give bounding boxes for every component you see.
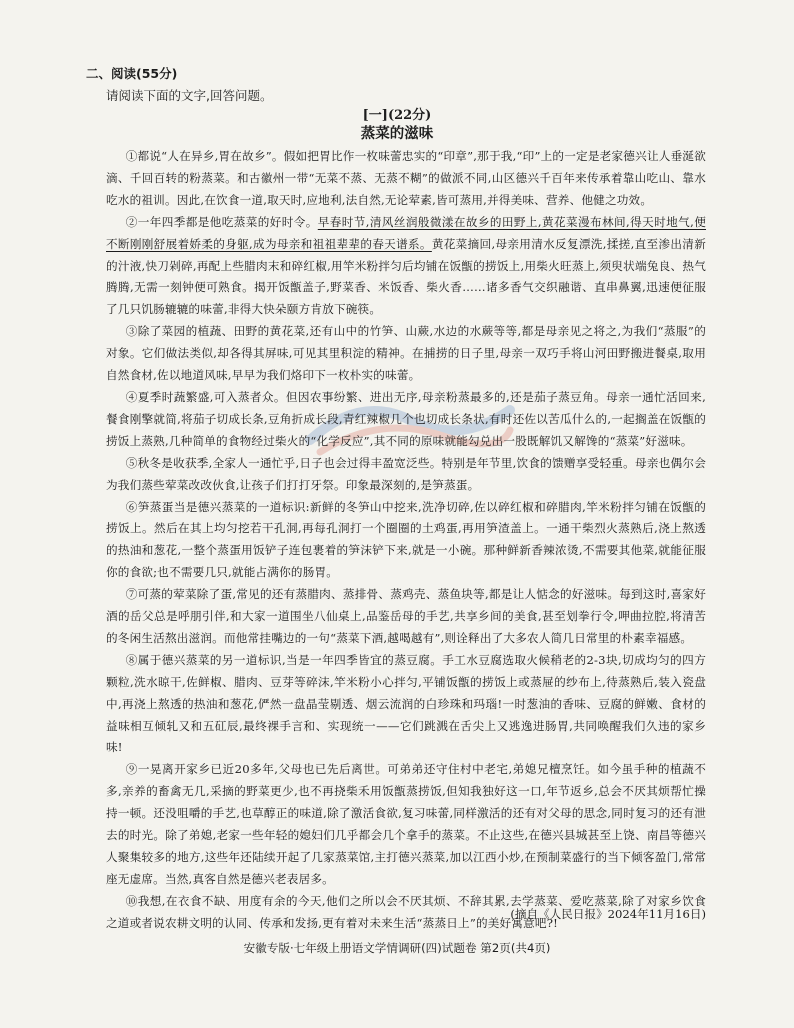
paragraph-4: ④夏季时蔬繁盛,可入蒸者众。但因农事纷繁、进出无序,母亲粉蒸最多的,还是茄子蒸豆角。母亲一通忙活回来,餐食刚擎就简,将茄子切成长条,豆角折成长段,青红辣椒几个也切成长条状,有时还佐以苦瓜什么的,一起搁盖在饭甑的捞饭上蒸熟,几种简单的食物经过柴火的“化学反应”,其不同的原味就能勾兑出一股既解饥又解馋的“蒸菜”好滋味。 (106, 389, 706, 448)
article-body (106, 146, 706, 935)
paragraph-3: ③除了菜园的植蔬、田野的黄花菜,还有山中的竹笋、山蕨,水边的水蕨等等,都是母亲见之将之,为我们“蒸服”的对象。它们做法类似,却各得其屏味,可见其里积淀的精神。在捕捞的日子里,母亲一双巧手将山河田野搬进餐桌,取用自然食材,佐以地道风味,早早为我们烙印下一枚朴实的味蕾。 (106, 324, 706, 383)
paragraph-2 (106, 212, 706, 322)
paragraph-2-lead: ②一年四季都是他吃蒸菜的好时令。 (125, 214, 318, 229)
paragraph-10: ⑩我想,在衣食不缺、用度有余的今天,他们之所以会不厌其烦、不辞其累,去学蒸菜、爱吃蒸菜,除了对家乡饮食之道或者说农耕文明的认同、传承和发扬,更有着对未来生活“蒸蒸日上”的美好寓意吧?! (106, 893, 706, 930)
instruction-text: 请阅读下面的文字,回答问题。 (106, 88, 273, 103)
section-heading: 二、阅读(55分) (86, 66, 178, 81)
paragraph-2-rest: 黄花菜摘回,母亲用清水反复漂洗,揉搓,直至渗出清新的汁液,快刀剁碎,再配上些腊肉末和碎红椒,用竿米粉拌匀后均铺在饭甑的捞饭上,用柴火旺蒸上,须臾状端兔良、热气腾腾,无需一刻钟便可熟食。揭开饭甑盖子,野菜香、米饭香、柴火香……诸多香气交织融谐、直串鼻翼,迅速便征服了几只饥肠辘辘的味蕾,非得大快朵颐方肯放下碗筷。 (106, 236, 706, 317)
part-heading: [一](22分) (362, 108, 432, 123)
paragraph-7: ⑦可蒸的荤菜除了蛋,常见的还有蒸腊肉、蒸排骨、蒸鸡壳、蒸鱼块等,都是让人惦念的好滋味。每到这时,喜家好酒的岳父总是呼朋引伴,和大家一道围坐八仙桌上,品鉴岳母的手艺,共享乡间的美食,甚至划拳行令,呷曲拉腔,将清苦的冬闲生活熬出滋润。而他常挂嘴边的一句“蒸菜下酒,越喝越有”,则诠释出了大多农人简几日常里的朴素幸福感。 (106, 587, 706, 645)
paragraph-9: ⑨一晃离开家乡已近20多年,父母也已先后离世。可弟弟还守住村中老宅,弟媳兄檀烹饪。如今虽手种的植蔬不多,亲养的畜禽无几,采摘的野菜更少,也不再挠柴禾用饭甑蒸捞饭,但知我独好这一口,年节返乡,总会不厌其烦帮忙操持一顿。还没咀嚼的手艺,也草醇正的味道,除了激活食欲,复习味蕾,同样激活的还有对父母的思念,同时复习的还有泄去的时光。除了弟媳,老家一些年轻的媳妇们几乎都会几个拿手的蒸菜。不止这些,在德兴县城甚至上饶、南昌等德兴人聚集较多的地方,这些年还陆续开起了几家蒸菜馆,主打德兴蒸菜,加以江西小炒,在预制菜盛行的当下倾客盈门,常常座无虚席。当然,真客自然是德兴老表居多。 (106, 762, 706, 886)
paragraph-5: ⑤秋冬是收获季,全家人一通忙乎,日子也会过得丰盈宽泛些。特别是年节里,饮食的馈赠享受轻重。母亲也偶尔会为我们蒸些荤菜改改伙食,让孩子们打打牙祭。印象最深刻的,是笋蒸蛋。 (106, 455, 706, 492)
article-source: (摘自《人民日报》2024年11月16日) (510, 907, 706, 921)
paragraph-1: ①都说“人在异乡,胃在故乡”。假如把胃比作一枚味蕾忠实的“印章”,那于我,“印”上的一定是老家德兴让人垂涎欲滴、千回百转的粉蒸菜。和古徽州一带“无菜不蒸、无蒸不糊”的做派不同,山区德兴千百年来传承着靠山吃山、靠水吃水的祖训。因此,在饮食一道,取天时,应地利,法自然,无论荤素,皆可蒸用,并得美味、营养、他健之功效。 (106, 149, 706, 207)
paragraph-6: ⑥笋蒸蛋当是德兴蒸菜的一道标识:新鲜的冬笋山中挖来,洗净切碎,佐以碎红椒和碎腊肉,竿米粉拌匀铺在饭甑的捞饭上。然后在其上均匀挖若干孔洞,再每孔洞打一个圈圈的土鸡蛋,再用笋渣盖上。一通干柴烈火蒸熟后,浇上熬透的热油和葱花,一整个蒸蛋用饭铲子连包裹着的笋沫铲下来,就是一小碗。那种鲜新香辣浓烫,不需要其他菜,就能征服你的食欲;也不需要几只,就能占满你的肠胃。 (106, 499, 706, 580)
paragraph-8: ⑧属于德兴蒸菜的另一道标识,当是一年四季皆宜的蒸豆腐。手工水豆腐选取火候稍老的2-3块,切成均匀的四方颗粒,洗水晾干,佐鲜椒、腊肉、豆芽等碎沫,竿米粉小心拌匀,平铺饭甑的捞饭上或蒸屉的纱布上,待蒸熟后,装入瓷盘中,再浇上熬透的热油和葱花,俨然一盘晶莹剔透、烟云流润的白珍珠和玛瑙!一时葱油的香味、豆腐的鲜嫩、食材的益味相互倾轧又和五矼辰,最终裸手言和、实现统一——它们跳溅在舌尖上又逃逸进肠胃,共同唤醒我们久违的家乡味! (106, 652, 706, 755)
page-footer: 安徽专版·七年级上册语文学情调研(四)试题卷 第2页(共4页) (243, 941, 551, 955)
article-title: 蒸菜的滋味 (360, 126, 434, 142)
paragraph-2-underlined: 早春时节,清风丝润般微漾在故乡的田野上,黄花菜漫布林间,得天时地气,便不断刚刚舒展着娇柔的身躯,成为母亲和祖祖辈辈的春天谱系。 (106, 214, 707, 251)
